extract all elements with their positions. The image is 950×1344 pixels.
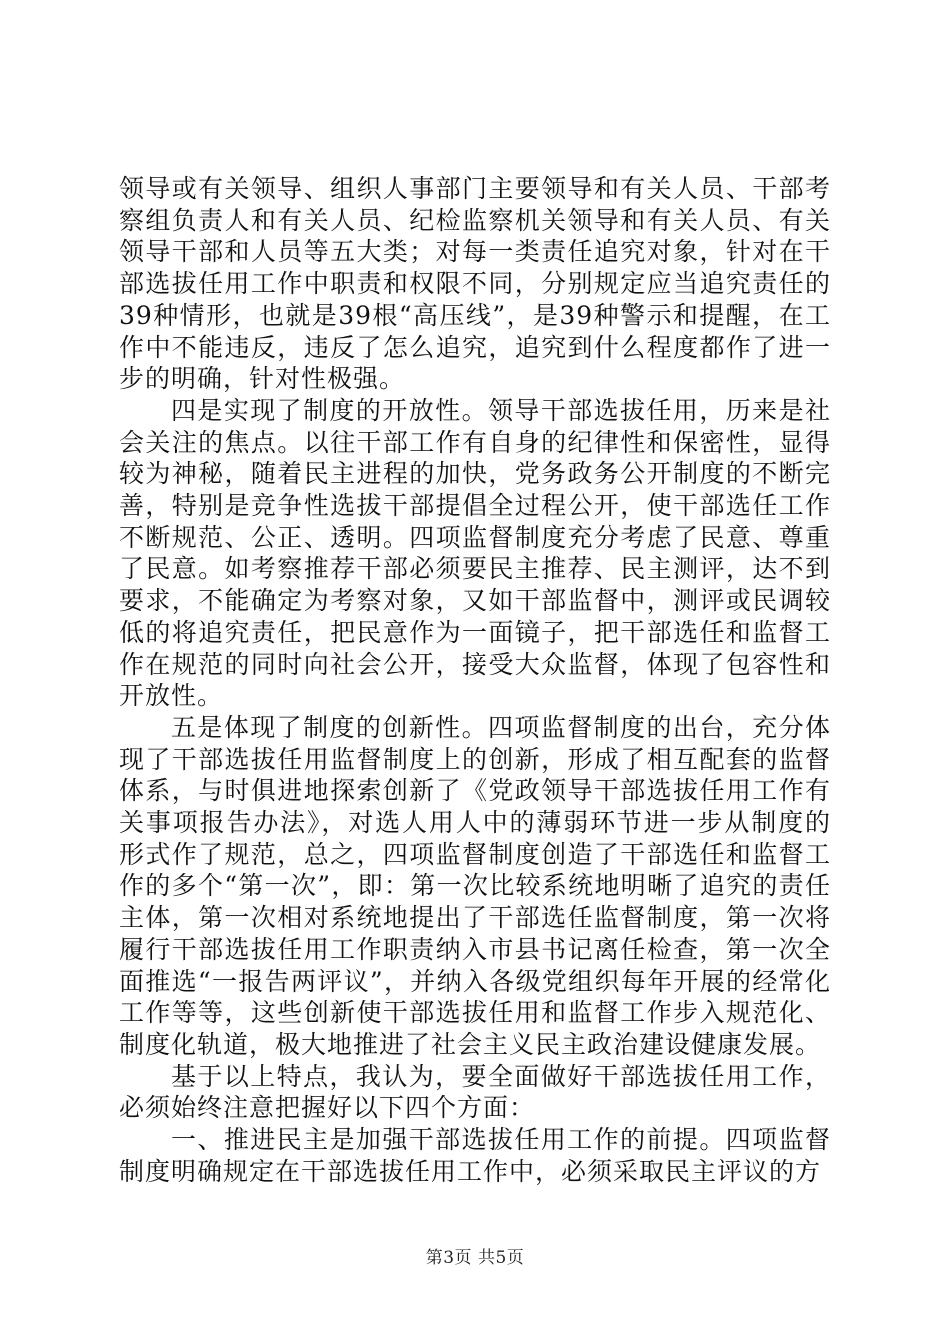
document-body [119,173,831,1188]
paragraph-four-aspects: 基于以上特点，我认为，要全面做好干部选拔任用工作，必须始终注意把握好以下四个方面： [119,1061,831,1123]
paragraph-democracy: 一、推进民主是加强干部选拔任用工作的前提。四项监督制度明确规定在干部选拔任用工作中，必须采取民主评议的方 [119,1125,831,1186]
page-number-footer: 第3页 共5页 [425,1248,525,1268]
paragraph-openness: 四是实现了制度的开放性。领导干部选拔任用，历来是社会关注的焦点。以往干部工作有自身的纪律性和保密性，显得较为神秘，随着民主进程的加快，党务政务公开制度的不断完善，特别是竞争性选拔干部提倡全过程公开，使干部选任工作不断规范、公正、透明。四项监督制度充分考虑了民意、尊重了民意。如考察推荐干部必须要民主推荐、民主测评，达不到要求，不能确定为考察对象，又如干部监督中，测评或民调较低的将追究责任，把民意作为一面镜子，把干部选任和监督工作在规范的同时向社会公开，接受大众监督，体现了包容性和开放性。 [119,395,831,711]
paragraph-innovation: 五是体现了制度的创新性。四项监督制度的出台，充分体现了干部选拔任用监督制度上的创新，形成了相互配套的监督体系，与时俱进地探索创新了《党政领导干部选拔任用工作有关事项报告办法》，对选人用人中的薄弱环节进一步从制度的形式作了规范，总之，四项监督制度创造了干部选任和监督工作的多个“第一次”，即：第一次比较系统地明晰了追究的责任主体，第一次相对系统地提出了干部选任监督制度，第一次将履行干部选拔任用工作职责纳入市县书记离任检查，第一次全面推选“一报告两评议”，并纳入各级党组织每年开展的经常化工作等等，这些创新使干部选拔任用和监督工作步入规范化、制度化轨道，极大地推进了社会主义民主政治建设健康发展。 [119,712,831,1059]
paragraph-continuation: 领导或有关领导、组织人事部门主要领导和有关人员、干部考察组负责人和有关人员、纪检监察机关领导和有关人员、有关领导干部和人员等五大类；对每一类责任追究对象，针对在干部选拔任用工作中职责和权限不同，分别规定应当追究责任的39种情形，也就是39根“高压线”，是39种警示和提醒，在工作中不能违反，违反了怎么追究，追究到什么程度都作了进一步的明确，针对性极强。 [119,174,831,394]
